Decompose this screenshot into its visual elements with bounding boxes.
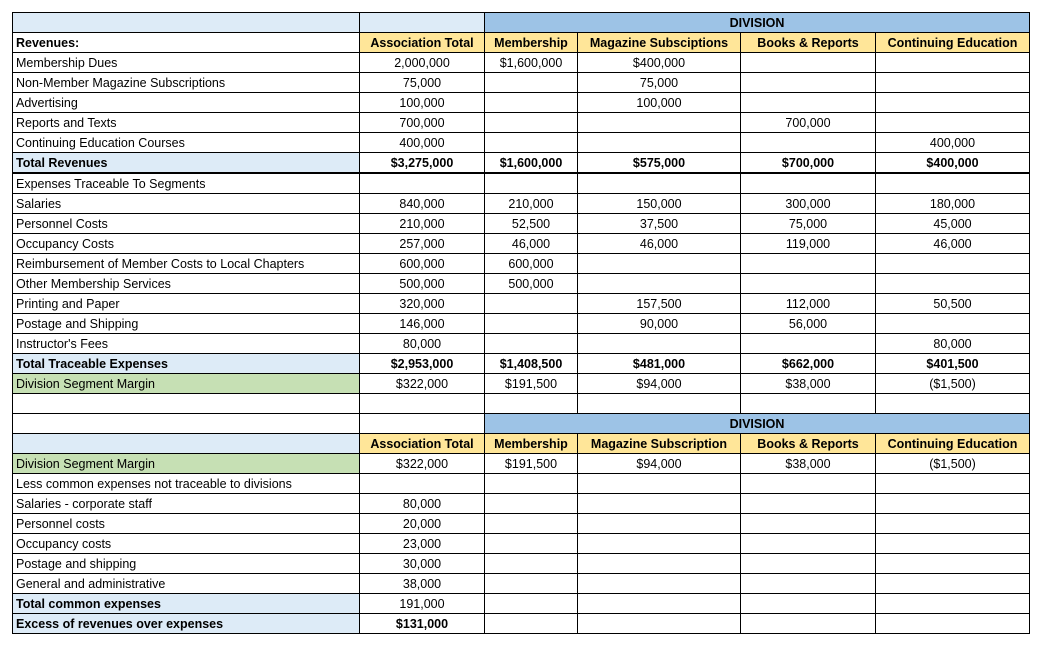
table-row: Postage and Shipping 146,000 90,000 56,000 bbox=[13, 314, 1030, 334]
table-row: Salaries 840,000 210,000 150,000 300,000 180,000 bbox=[13, 194, 1030, 214]
table-row: Continuing Education Courses 400,000 400,000 bbox=[13, 133, 1030, 153]
total-revenues-row: Total Revenues $3,275,000 $1,600,000 $575,000 $700,000 $400,000 bbox=[13, 153, 1030, 174]
col-association-total[interactable]: Association Total bbox=[360, 33, 485, 53]
revenues-label: Revenues: bbox=[13, 33, 360, 53]
table-row: Non-Member Magazine Subscriptions 75,000 75,000 bbox=[13, 73, 1030, 93]
total-traceable-row: Total Traceable Expenses $2,953,000 $1,408,500 $481,000 $662,000 $401,500 bbox=[13, 354, 1030, 374]
segment-margin-row-2: Division Segment Margin $322,000 $191,500 $94,000 $38,000 ($1,500) bbox=[13, 454, 1030, 474]
table-row: Reimbursement of Member Costs to Local Chapters 600,000 600,000 bbox=[13, 254, 1030, 274]
division-title: DIVISION bbox=[485, 13, 1030, 33]
table-row: Membership Dues 2,000,000 $1,600,000 $400,000 bbox=[13, 53, 1030, 73]
table-row: Reports and Texts 700,000 700,000 bbox=[13, 113, 1030, 133]
traceable-label-row: Expenses Traceable To Segments bbox=[13, 173, 1030, 194]
empty-row bbox=[13, 394, 1030, 414]
column-header-row bbox=[13, 33, 1030, 53]
table-row: Occupancy costs 23,000 bbox=[13, 534, 1030, 554]
spreadsheet-table bbox=[12, 12, 1030, 634]
column-header-row-2: Association Total Membership Magazine Subscription Books & Reports Continuing Education bbox=[13, 434, 1030, 454]
division-title-2: DIVISION bbox=[485, 414, 1030, 434]
total-common-row: Total common expenses 191,000 bbox=[13, 594, 1030, 614]
table-row: Other Membership Services 500,000 500,000 bbox=[13, 274, 1030, 294]
table-row: General and administrative 38,000 bbox=[13, 574, 1030, 594]
table-row: Salaries - corporate staff 80,000 bbox=[13, 494, 1030, 514]
table-row: Instructor's Fees 80,000 80,000 bbox=[13, 334, 1030, 354]
col-membership[interactable]: Membership bbox=[485, 33, 578, 53]
table-row: Printing and Paper 320,000 157,500 112,000 50,500 bbox=[13, 294, 1030, 314]
table-row: Advertising 100,000 100,000 bbox=[13, 93, 1030, 113]
table-row: Personnel costs 20,000 bbox=[13, 514, 1030, 534]
table-row: Personnel Costs 210,000 52,500 37,500 75,000 45,000 bbox=[13, 214, 1030, 234]
division-header-row bbox=[13, 13, 1030, 33]
col-books-reports[interactable]: Books & Reports bbox=[741, 33, 876, 53]
table-row: Postage and shipping 30,000 bbox=[13, 554, 1030, 574]
table-row: Occupancy Costs 257,000 46,000 46,000 119,000 46,000 bbox=[13, 234, 1030, 254]
segment-margin-row: Division Segment Margin $322,000 $191,500 $94,000 $38,000 ($1,500) bbox=[13, 374, 1030, 394]
col-continuing-education[interactable]: Continuing Education bbox=[876, 33, 1030, 53]
excess-row: Excess of revenues over expenses $131,000 bbox=[13, 614, 1030, 634]
division-header-row-2 bbox=[13, 414, 1030, 434]
common-label-row: Less common expenses not traceable to divisions bbox=[13, 474, 1030, 494]
col-magazine[interactable]: Magazine Subsciptions bbox=[578, 33, 741, 53]
